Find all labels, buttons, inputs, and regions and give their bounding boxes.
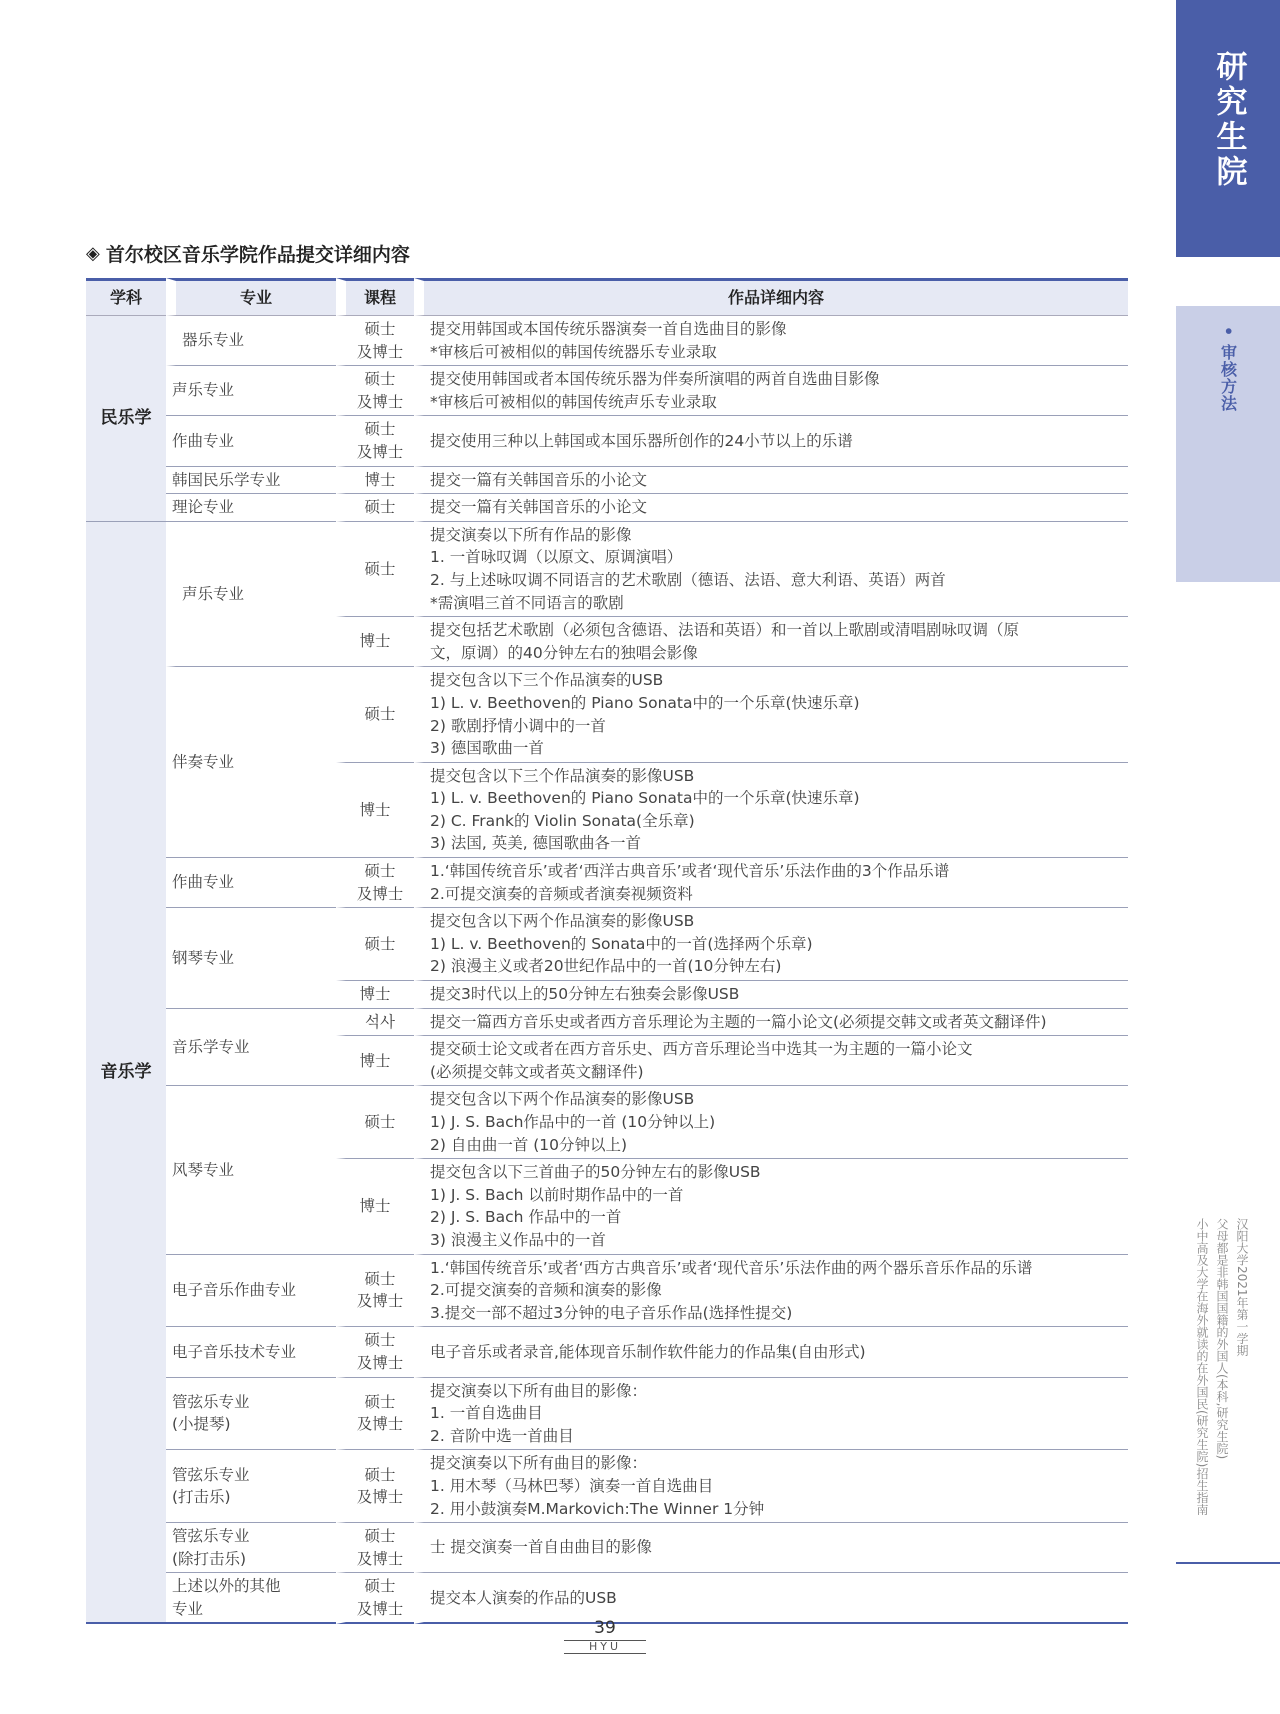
section-heading-text: 首尔校区音乐学院作品提交详细内容 [105,244,410,266]
table-row [86,667,1128,762]
header-course: 课程 [336,278,414,316]
detail-cell: 提交包含以下三首曲子的50分钟左右的影像USB 1) J. S. Bach 以前时期作品中的一首 2) J. S. Bach 作品中的一首 3) 浪漫主义作品中的一首 [414,1159,1128,1254]
table-row [86,494,1128,522]
table-row [86,522,1128,617]
subject-cell: 音乐学 [86,522,166,1625]
major-cell: 钢琴专业 [166,908,336,1008]
course-cell: 硕士 [336,908,414,981]
course-cell: 硕士 [336,667,414,762]
major-cell: 作曲专业 [166,416,336,466]
course-cell: 硕士 及博士 [336,1523,414,1573]
major-cell: 电子音乐作曲专业 [166,1255,336,1328]
course-cell: 硕士 及博士 [336,858,414,908]
table-row [86,1378,1128,1451]
course-cell: 硕士 及博士 [336,1378,414,1451]
detail-cell: 提交包含以下两个作品演奏的影像USB 1) L. v. Beethoven的 Sonata中的一首(选择两个乐章) 2) 浪漫主义或者20世纪作品中的一首(10分钟左右) [414,908,1128,981]
detail-cell: 提交演奏以下所有作品的影像 1. 一首咏叹调（以原文、原调演唱） 2. 与上述咏叹调不同语言的艺术歌剧（德语、法语、意大利语、英语）两首 *需演唱三首不同语言的歌剧 [414,522,1128,617]
works-table [86,278,1128,1624]
major-cell: 作曲专业 [166,858,336,908]
detail-cell: 电子音乐或者录音,能体现音乐制作软件能力的作品集(自由形式) [414,1327,1128,1377]
table-row [86,467,1128,495]
hyu-logo: HYU [564,1640,646,1654]
side-footer-divider [1176,1562,1280,1564]
side-tab-section [1176,306,1280,582]
header-major: 专业 [166,278,336,316]
table-row [86,1327,1128,1377]
table-row [86,1573,1128,1624]
diamond-bullet-icon: ◈ [86,243,100,264]
detail-cell: 提交一篇有关韩国音乐的小论文 [414,494,1128,522]
side-tab-title: 研究生院 [1210,50,1247,190]
table-row [86,1255,1128,1328]
major-cell: 音乐学专业 [166,1009,336,1087]
detail-cell: 提交用韩国或本国传统乐器演奏一首自选曲目的影像 *审核后可被相似的韩国传统器乐专业录取 [414,316,1128,366]
detail-cell: 提交本人演奏的作品的USB [414,1573,1128,1624]
detail-cell: 提交使用三种以上韩国或本国乐器所创作的24小节以上的乐谱 [414,416,1128,466]
course-cell: 硕士 [336,494,414,522]
major-cell: 风琴专业 [166,1086,336,1254]
table-row [86,908,1128,981]
course-cell: 硕士 [336,522,414,617]
side-tab-graduate-school [1176,0,1280,257]
course-cell: 硕士 [336,1086,414,1159]
subject-cell: 民乐学 [86,316,166,522]
page-number: 39 [594,1618,616,1638]
section-heading [86,240,410,267]
detail-cell: 提交演奏以下所有曲目的影像： 1. 用木琴（马林巴琴）演奏一首自选曲目 2. 用小鼓演奏M.Markovich:The Winner 1分钟 [414,1450,1128,1523]
detail-cell: 提交一篇有关韩国音乐的小论文 [414,467,1128,495]
detail-cell: 提交演奏以下所有曲目的影像： 1. 一首自选曲目 2. 音阶中选一首曲目 [414,1378,1128,1451]
course-cell: 硕士 及博士 [336,1450,414,1523]
major-cell: 伴奏专业 [166,667,336,858]
course-cell: 석사 [336,1009,414,1037]
course-cell: 博士 [336,617,414,667]
major-cell: 电子音乐技术专业 [166,1327,336,1377]
course-cell: 硕士 及博士 [336,316,414,366]
side-footer-line: 汉阳大学2021年第一学期 [1235,1218,1249,1357]
table-row [86,1009,1128,1037]
major-cell: 上述以外的其他 专业 [166,1573,336,1624]
detail-cell: 提交包含以下两个作品演奏的影像USB 1) J. S. Bach作品中的一首 (10分钟以上) 2) 自由曲一首 (10分钟以上) [414,1086,1128,1159]
major-cell: 声乐专业 [166,522,336,668]
course-cell: 硕士 及博士 [336,1327,414,1377]
table-row [86,1086,1128,1159]
table-row [86,366,1128,416]
detail-cell: 提交3时代以上的50分钟左右独奏会影像USB [414,981,1128,1009]
course-cell: 博士 [336,763,414,858]
side-footer-line: 小中高及大学在海外就读的在外国民(研究生院)招生指南 [1195,1218,1209,1516]
major-cell: 管弦乐专业 (小提琴) [166,1378,336,1451]
header-detail: 作品详细内容 [414,278,1128,316]
course-cell: 博士 [336,1036,414,1086]
course-cell: 博士 [336,467,414,495]
major-cell: 韩国民乐学专业 [166,467,336,495]
detail-cell: 士 提交演奏一首自由曲目的影像 [414,1523,1128,1573]
table-row [86,858,1128,908]
detail-cell: 提交包含以下三个作品演奏的影像USB 1) L. v. Beethoven的 Piano Sonata中的一个乐章(快速乐章) 2) C. Frank的 Violin Sonata(全乐章) 3) 法国, 英美, 德国歌曲各一首 [414,763,1128,858]
detail-cell: 1.‘韩国传统音乐’或者‘西洋古典音乐’或者‘现代音乐’乐法作曲的3个作品乐谱 2.可提交演奏的音频或者演奏视频资料 [414,858,1128,908]
major-cell: 理论专业 [166,494,336,522]
major-cell: 管弦乐专业 (除打击乐) [166,1523,336,1573]
detail-cell: 提交包含以下三个作品演奏的USB 1) L. v. Beethoven的 Piano Sonata中的一个乐章(快速乐章) 2) 歌剧抒情小调中的一首 3) 德国歌曲一首 [414,667,1128,762]
course-cell: 硕士 及博士 [336,366,414,416]
detail-cell: 1.‘韩国传统音乐’或者‘西方古典音乐’或者‘现代音乐’乐法作曲的两个器乐音乐作品的乐谱 2.可提交演奏的音频和演奏的影像 3.提交一部不超过3分钟的电子音乐作品(选择性提交) [414,1255,1128,1328]
header-subject: 学科 [86,278,166,316]
course-cell: 硕士 及博士 [336,1573,414,1624]
table-row [86,1523,1128,1573]
side-footer-text [1192,1218,1252,1546]
course-cell: 硕士 及博士 [336,416,414,466]
table-header-row [86,278,1128,316]
detail-cell: 提交一篇西方音乐史或者西方音乐理论为主题的一篇小论文(必须提交韩文或者英文翻译件) [414,1009,1128,1037]
major-cell: 声乐专业 [166,366,336,416]
table-row [86,316,1128,366]
table-row [86,416,1128,466]
detail-cell: 提交硕士论文或者在西方音乐史、西方音乐理论当中选其一为主题的一篇小论文 (必须提交韩文或者英文翻译件) [414,1036,1128,1086]
course-cell: 博士 [336,1159,414,1254]
side-footer-line: 父母都是非韩国国籍的外国人(本科,研究生院) [1215,1218,1229,1460]
detail-cell: 提交包括艺术歌剧（必须包含德语、法语和英语）和一首以上歌剧或清唱剧咏叹调（原 文，原调）的40分钟左右的独唱会影像 [414,617,1128,667]
detail-cell: 提交使用韩国或者本国传统乐器为伴奏所演唱的两首自选曲目影像 *审核后可被相似的韩国传统声乐专业录取 [414,366,1128,416]
course-cell: 博士 [336,981,414,1009]
major-cell: 管弦乐专业 (打击乐) [166,1450,336,1523]
table-row [86,1450,1128,1523]
course-cell: 硕士 及博士 [336,1255,414,1328]
side-tab-section-label: • 审核方法 [1218,326,1238,412]
major-cell: 器乐专业 [166,316,336,366]
